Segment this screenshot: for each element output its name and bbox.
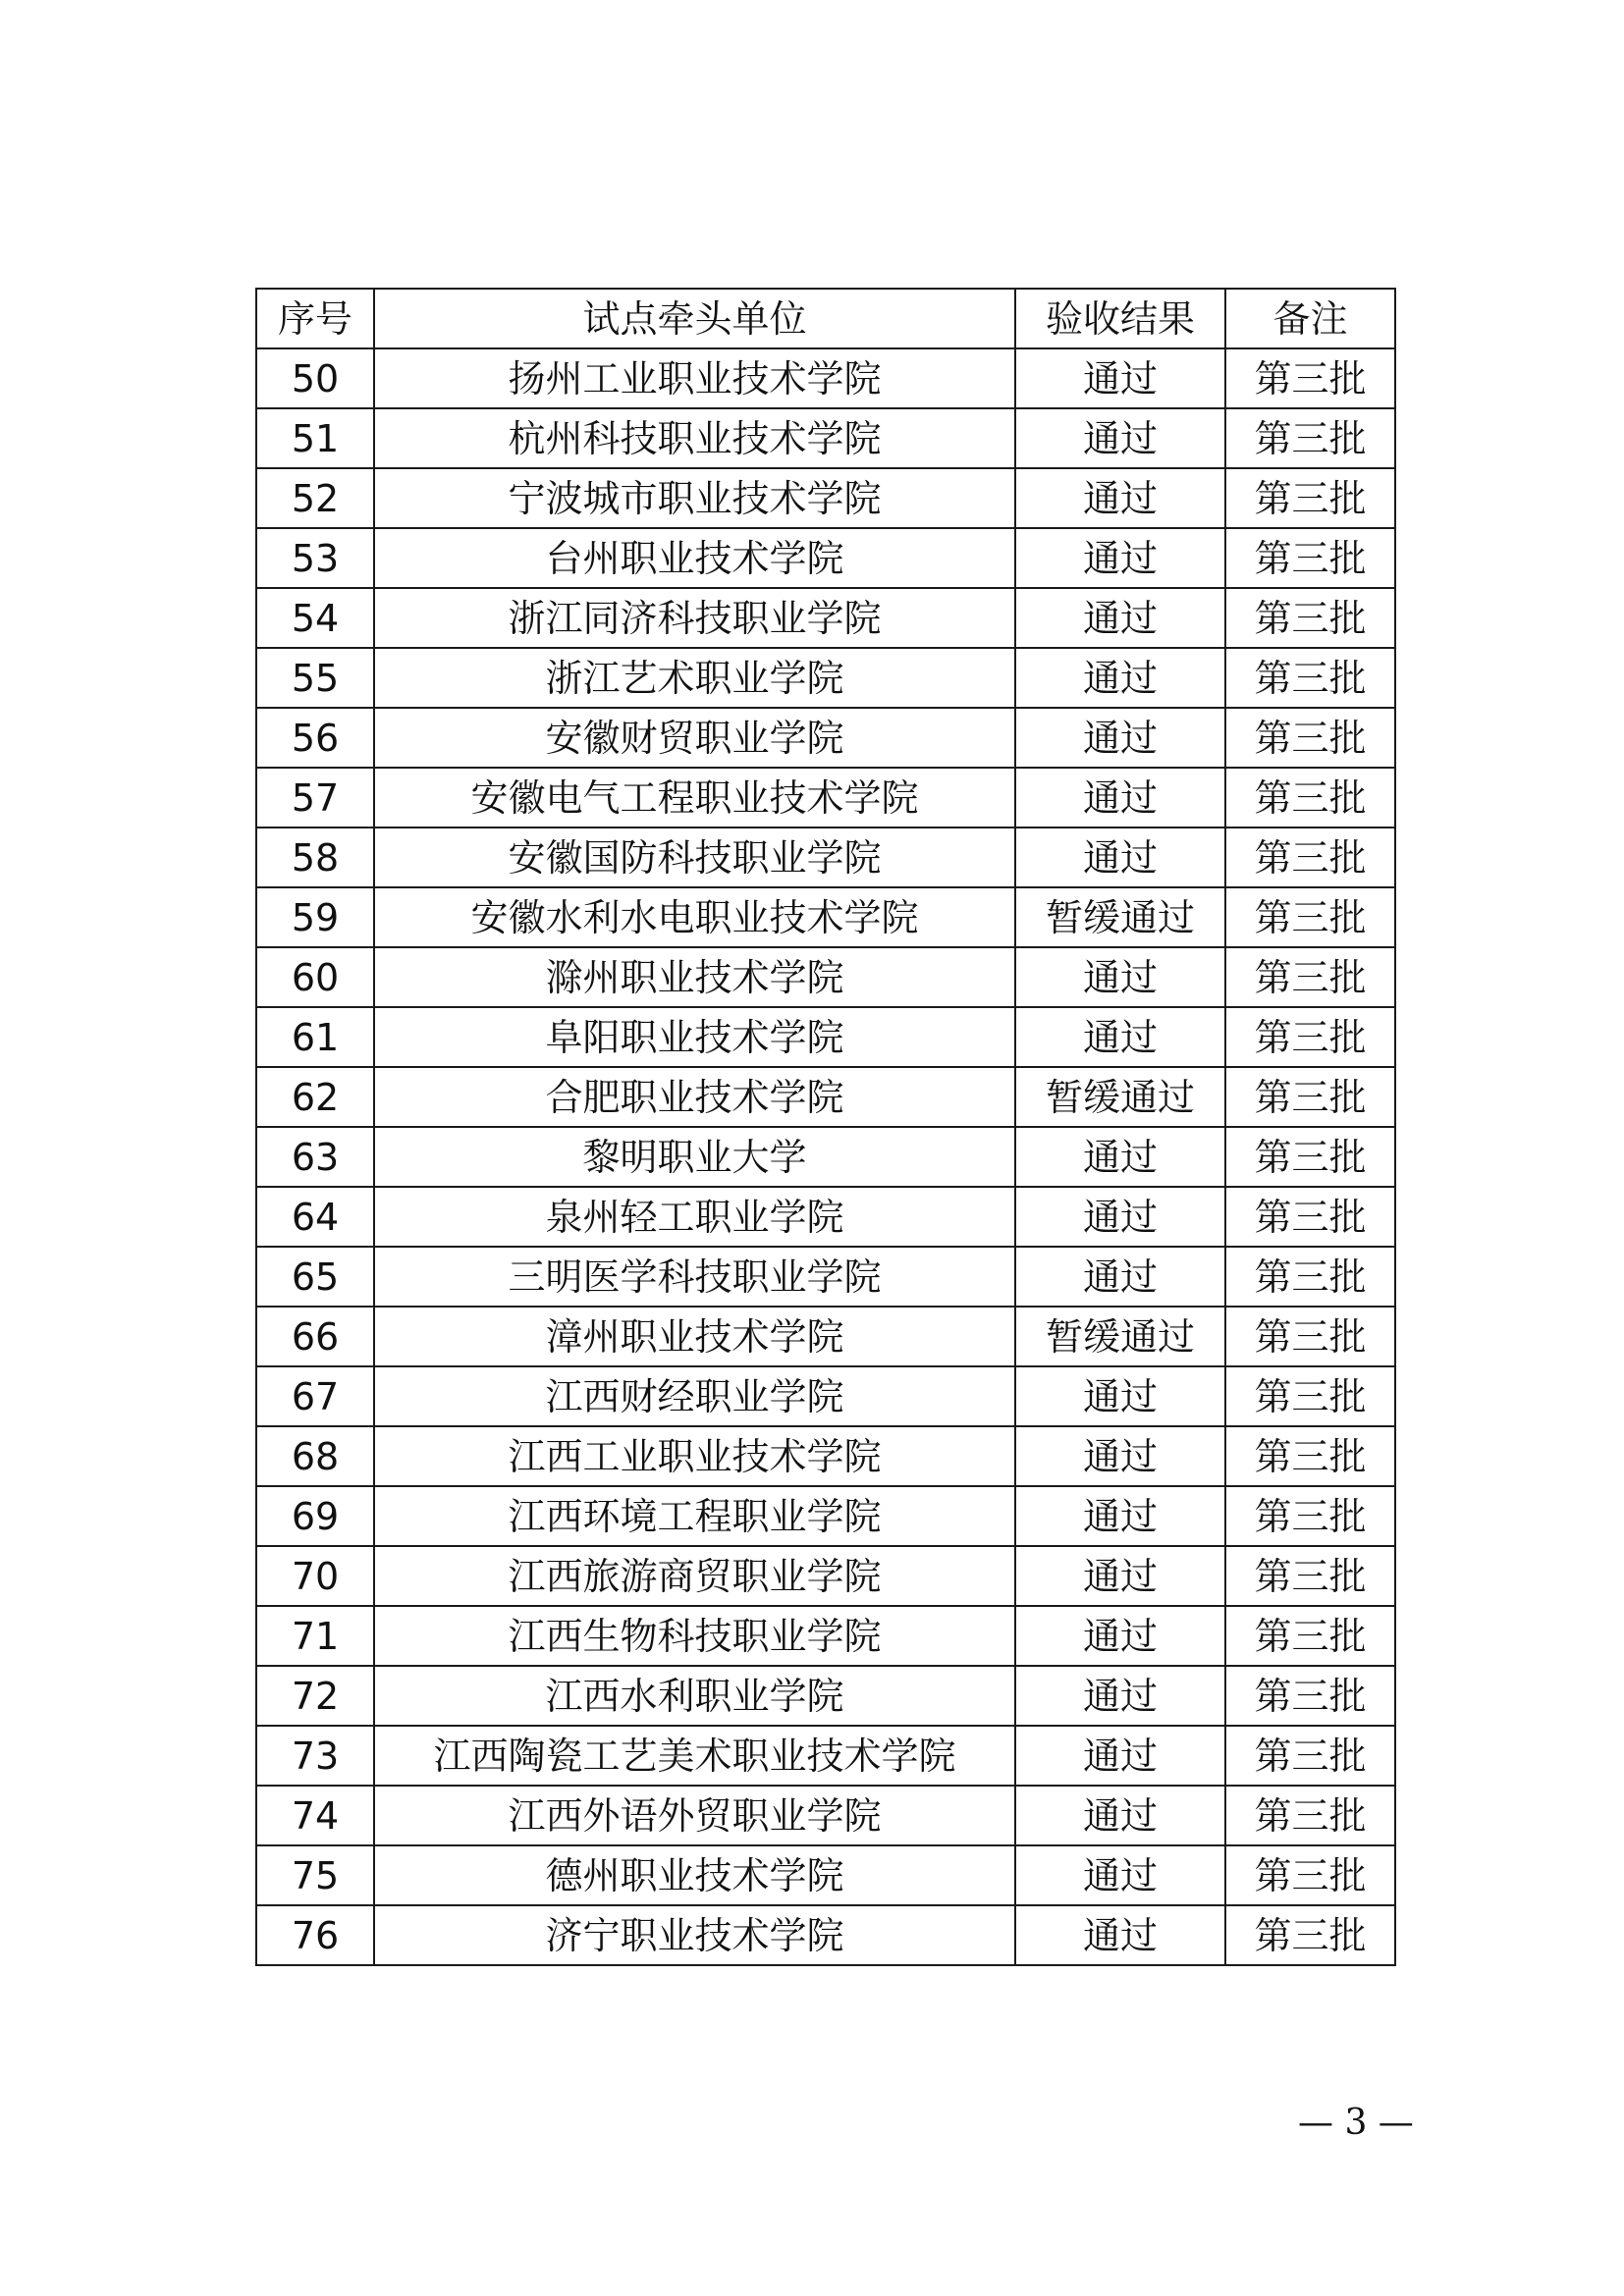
page-number: — 3 — [1298, 2103, 1414, 2143]
cell-result: 通过 [1015, 1426, 1225, 1486]
table-body [256, 348, 1395, 1965]
header-note: 备注 [1225, 289, 1395, 348]
cell-result: 通过 [1015, 348, 1225, 408]
cell-unit: 泉州轻工职业学院 [374, 1187, 1015, 1247]
cell-seq: 59 [256, 887, 374, 947]
cell-note: 第三批 [1225, 828, 1395, 887]
cell-unit: 济宁职业技术学院 [374, 1905, 1015, 1965]
cell-result: 通过 [1015, 1905, 1225, 1965]
table-row [256, 648, 1395, 708]
cell-unit: 江西旅游商贸职业学院 [374, 1546, 1015, 1606]
cell-note: 第三批 [1225, 887, 1395, 947]
cell-result: 通过 [1015, 708, 1225, 768]
cell-unit: 滁州职业技术学院 [374, 947, 1015, 1007]
table-row [256, 528, 1395, 588]
cell-unit: 江西外语外贸职业学院 [374, 1786, 1015, 1845]
cell-result: 通过 [1015, 1127, 1225, 1187]
cell-note: 第三批 [1225, 1366, 1395, 1426]
cell-note: 第三批 [1225, 1726, 1395, 1786]
cell-seq: 64 [256, 1187, 374, 1247]
cell-result: 通过 [1015, 828, 1225, 887]
cell-note: 第三批 [1225, 1247, 1395, 1307]
cell-seq: 61 [256, 1007, 374, 1067]
cell-unit: 杭州科技职业技术学院 [374, 408, 1015, 468]
cell-result: 通过 [1015, 1606, 1225, 1666]
table-row [256, 1845, 1395, 1905]
cell-note: 第三批 [1225, 528, 1395, 588]
cell-result: 通过 [1015, 1486, 1225, 1546]
cell-seq: 68 [256, 1426, 374, 1486]
cell-unit: 安徽财贸职业学院 [374, 708, 1015, 768]
cell-seq: 63 [256, 1127, 374, 1187]
cell-result: 暂缓通过 [1015, 887, 1225, 947]
cell-unit: 三明医学科技职业学院 [374, 1247, 1015, 1307]
cell-result: 通过 [1015, 408, 1225, 468]
cell-seq: 60 [256, 947, 374, 1007]
cell-unit: 阜阳职业技术学院 [374, 1007, 1015, 1067]
table-row [256, 887, 1395, 947]
cell-seq: 74 [256, 1786, 374, 1845]
cell-unit: 江西生物科技职业学院 [374, 1606, 1015, 1666]
cell-result: 通过 [1015, 1366, 1225, 1426]
table-row [256, 1426, 1395, 1486]
cell-unit: 合肥职业技术学院 [374, 1067, 1015, 1127]
cell-seq: 76 [256, 1905, 374, 1965]
cell-result: 暂缓通过 [1015, 1067, 1225, 1127]
cell-unit: 浙江同济科技职业学院 [374, 588, 1015, 648]
cell-note: 第三批 [1225, 1187, 1395, 1247]
cell-result: 通过 [1015, 768, 1225, 828]
table-row [256, 1307, 1395, 1366]
table-row [256, 468, 1395, 528]
cell-unit: 漳州职业技术学院 [374, 1307, 1015, 1366]
table-row [256, 588, 1395, 648]
table-row [256, 1187, 1395, 1247]
table-row [256, 1007, 1395, 1067]
cell-note: 第三批 [1225, 1426, 1395, 1486]
table-row [256, 1486, 1395, 1546]
cell-unit: 江西工业职业技术学院 [374, 1426, 1015, 1486]
cell-seq: 72 [256, 1666, 374, 1726]
cell-unit: 江西陶瓷工艺美术职业技术学院 [374, 1726, 1015, 1786]
cell-unit: 浙江艺术职业学院 [374, 648, 1015, 708]
cell-result: 暂缓通过 [1015, 1307, 1225, 1366]
cell-seq: 67 [256, 1366, 374, 1426]
cell-note: 第三批 [1225, 648, 1395, 708]
cell-result: 通过 [1015, 468, 1225, 528]
cell-seq: 55 [256, 648, 374, 708]
cell-note: 第三批 [1225, 1007, 1395, 1067]
cell-unit: 江西环境工程职业学院 [374, 1486, 1015, 1546]
cell-seq: 66 [256, 1307, 374, 1366]
cell-seq: 57 [256, 768, 374, 828]
cell-unit: 扬州工业职业技术学院 [374, 348, 1015, 408]
acceptance-result-table [255, 288, 1396, 1966]
cell-result: 通过 [1015, 588, 1225, 648]
cell-seq: 69 [256, 1486, 374, 1546]
cell-note: 第三批 [1225, 468, 1395, 528]
cell-note: 第三批 [1225, 1666, 1395, 1726]
cell-note: 第三批 [1225, 1606, 1395, 1666]
cell-result: 通过 [1015, 1845, 1225, 1905]
cell-seq: 53 [256, 528, 374, 588]
cell-note: 第三批 [1225, 408, 1395, 468]
table-row [256, 1905, 1395, 1965]
cell-result: 通过 [1015, 648, 1225, 708]
cell-note: 第三批 [1225, 1546, 1395, 1606]
cell-note: 第三批 [1225, 1067, 1395, 1127]
cell-seq: 73 [256, 1726, 374, 1786]
table-row [256, 348, 1395, 408]
cell-result: 通过 [1015, 528, 1225, 588]
cell-unit: 德州职业技术学院 [374, 1845, 1015, 1905]
cell-seq: 70 [256, 1546, 374, 1606]
cell-result: 通过 [1015, 1666, 1225, 1726]
table-row [256, 1666, 1395, 1726]
cell-result: 通过 [1015, 1786, 1225, 1845]
cell-result: 通过 [1015, 1007, 1225, 1067]
table-row [256, 708, 1395, 768]
cell-seq: 50 [256, 348, 374, 408]
table-header-row [256, 289, 1395, 348]
table-row [256, 1726, 1395, 1786]
cell-note: 第三批 [1225, 1127, 1395, 1187]
cell-seq: 75 [256, 1845, 374, 1905]
table-row [256, 1786, 1395, 1845]
cell-note: 第三批 [1225, 1905, 1395, 1965]
cell-note: 第三批 [1225, 1786, 1395, 1845]
cell-unit: 江西财经职业学院 [374, 1366, 1015, 1426]
cell-note: 第三批 [1225, 588, 1395, 648]
table-row [256, 947, 1395, 1007]
cell-note: 第三批 [1225, 947, 1395, 1007]
cell-result: 通过 [1015, 1546, 1225, 1606]
cell-note: 第三批 [1225, 348, 1395, 408]
cell-seq: 58 [256, 828, 374, 887]
table-row [256, 768, 1395, 828]
cell-note: 第三批 [1225, 1845, 1395, 1905]
cell-seq: 56 [256, 708, 374, 768]
cell-unit: 宁波城市职业技术学院 [374, 468, 1015, 528]
cell-note: 第三批 [1225, 1486, 1395, 1546]
cell-unit: 台州职业技术学院 [374, 528, 1015, 588]
cell-unit: 江西水利职业学院 [374, 1666, 1015, 1726]
cell-unit: 安徽水利水电职业技术学院 [374, 887, 1015, 947]
table-row [256, 1247, 1395, 1307]
header-result: 验收结果 [1015, 289, 1225, 348]
cell-result: 通过 [1015, 1726, 1225, 1786]
cell-result: 通过 [1015, 947, 1225, 1007]
header-unit: 试点牵头单位 [374, 289, 1015, 348]
cell-unit: 安徽国防科技职业学院 [374, 828, 1015, 887]
cell-seq: 51 [256, 408, 374, 468]
table-row [256, 1606, 1395, 1666]
table-row [256, 1366, 1395, 1426]
cell-unit: 安徽电气工程职业技术学院 [374, 768, 1015, 828]
cell-seq: 71 [256, 1606, 374, 1666]
cell-seq: 65 [256, 1247, 374, 1307]
table-row [256, 828, 1395, 887]
cell-result: 通过 [1015, 1247, 1225, 1307]
cell-seq: 54 [256, 588, 374, 648]
cell-seq: 62 [256, 1067, 374, 1127]
cell-note: 第三批 [1225, 1307, 1395, 1366]
table-row [256, 1127, 1395, 1187]
table-row [256, 408, 1395, 468]
table-row [256, 1067, 1395, 1127]
cell-seq: 52 [256, 468, 374, 528]
cell-result: 通过 [1015, 1187, 1225, 1247]
cell-note: 第三批 [1225, 768, 1395, 828]
cell-note: 第三批 [1225, 708, 1395, 768]
cell-unit: 黎明职业大学 [374, 1127, 1015, 1187]
table-row [256, 1546, 1395, 1606]
header-seq: 序号 [256, 289, 374, 348]
